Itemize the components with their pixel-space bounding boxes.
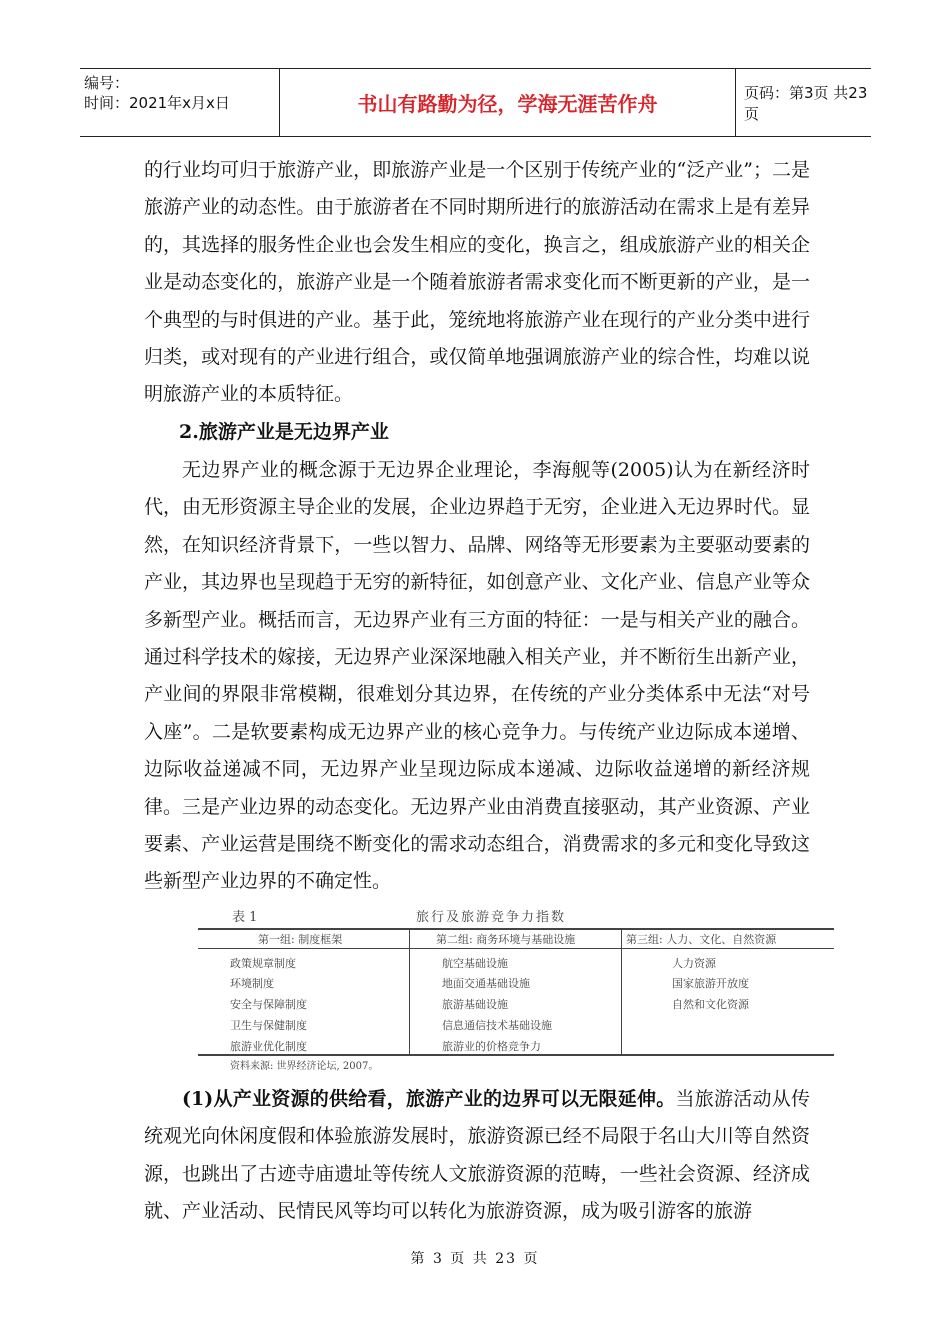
header-meta: [80, 69, 280, 136]
paragraph-2: [144, 452, 810, 901]
header-motto-cell: [280, 69, 736, 136]
table-bottom-rule: [198, 1054, 834, 1056]
table-cell: 信息通信技术基础设施: [442, 1019, 552, 1032]
paragraph-3-text: [144, 1081, 810, 1231]
table-cell: 政策规章制度: [230, 957, 296, 970]
table-cell: 航空基础设施: [442, 957, 508, 970]
table-column-header: 第二组: 商务环境与基础设施: [436, 933, 576, 946]
table-number: 表 1: [232, 910, 258, 925]
table-header-rule: [198, 948, 834, 949]
paragraph-2-text: 无边界产业的概念源于无边界企业理论，李海舰等(2005)认为在新经济时代，由无形资源主导企业的发展，企业边界趋于无穷，企业进入无边界时代。显然，在知识经济背景下，一些以智力、品牌、网络等无形要素为主要驱动要素的产业，其边界也呈现趋于无穷的新特征，如创意产业、文化产业、信息产业等众多新型产业。概括而言，无边界产业有三方面的特征：一是与相关产业的融合。通过科学技术的嫁接，无边界产业深深地融入相关产业，并不断衍生出新产业，产业间的界限非常模糊，很难划分其边界，在传统的产业分类体系中无法“对号入座”。二是软要素构成无边界产业的核心竞争力。与传统产业边际成本递增、边际收益递减不同，无边界产业呈现边际成本递减、边际收益递增的新经济规律。三是产业边界的动态变化。无边界产业由消费直接驱动，其产业资源、产业要素、产业运营是围绕不断变化的需求动态组合，消费需求的多元和变化导致这些新型产业边界的不确定性。: [144, 459, 810, 893]
header-page-info: 页码：第3页 共23页: [744, 83, 868, 123]
page-header: [80, 68, 871, 137]
paragraph-3-lead: (1)从产业资源的供给看，旅游产业的边界可以无限延伸。: [182, 1088, 676, 1110]
table-column-header: 第一组: 制度框架: [258, 933, 343, 946]
header-number-label: 编号：: [84, 74, 130, 92]
section-heading: 2.旅游产业是无边界产业: [179, 421, 389, 443]
paragraph-3-body: 当旅游活动从传统观光向休闲度假和体验旅游发展时，旅游资源已经不局限于名山大川等自然资源，也跳出了古迹寺庙遗址等传统人文旅游资源的范畴，一些社会资源、经济成就、产业活动、民情民风等均可以转化为旅游资源，成为吸引游客的旅游: [144, 1088, 810, 1223]
paragraph-3: [144, 1081, 810, 1231]
header-motto: 书山有路勤为径，学海无涯苦作舟: [357, 92, 658, 116]
page-footer: 第 3 页 共 23 页: [410, 1251, 540, 1267]
table-cell: 人力资源: [672, 957, 716, 970]
table-cell: 自然和文化资源: [672, 998, 749, 1011]
paragraph-1-text: 的行业均可归于旅游产业，即旅游产业是一个区别于传统产业的“泛产业”；二是旅游产业的动态性。由于旅游者在不同时期所进行的旅游活动在需求上是有差异的，其选择的服务性企业也会发生相应的变化，换言之，组成旅游产业的相关企业是动态变化的，旅游产业是一个随着旅游者需求变化而不断更新的产业，是一个典型的与时俱进的产业。基于此，笼统地将旅游产业在现行的产业分类中进行归类，或对现有的产业进行组合，或仅简单地强调旅游产业的综合性，均难以说明旅游产业的本质特征。: [144, 159, 810, 406]
table-top-rule: [198, 928, 834, 930]
table-column-header: 第三组: 人力、文化、自然资源: [626, 933, 777, 946]
table-cell: 旅游业优化制度: [230, 1040, 307, 1053]
table-cell: 安全与保障制度: [230, 998, 307, 1011]
table-column-divider: [409, 928, 410, 1054]
header-time-label: 时间：2021年x月x日: [84, 94, 230, 112]
table-cell: 旅游业的价格竞争力: [442, 1040, 541, 1053]
table-source: 资料来源: 世界经济论坛, 2007。: [230, 1061, 379, 1072]
table-cell: 卫生与保健制度: [230, 1019, 307, 1032]
table-cell: 地面交通基础设施: [442, 977, 530, 990]
table-column-divider: [621, 928, 622, 1054]
table-title: 旅行及旅游竞争力指数: [416, 910, 567, 925]
table-cell: 国家旅游开放度: [672, 977, 749, 990]
table-cell: 环境制度: [230, 977, 274, 990]
competitiveness-table: [198, 904, 834, 1072]
paragraph-1: [144, 152, 810, 414]
table-cell: 旅游基础设施: [442, 998, 508, 1011]
